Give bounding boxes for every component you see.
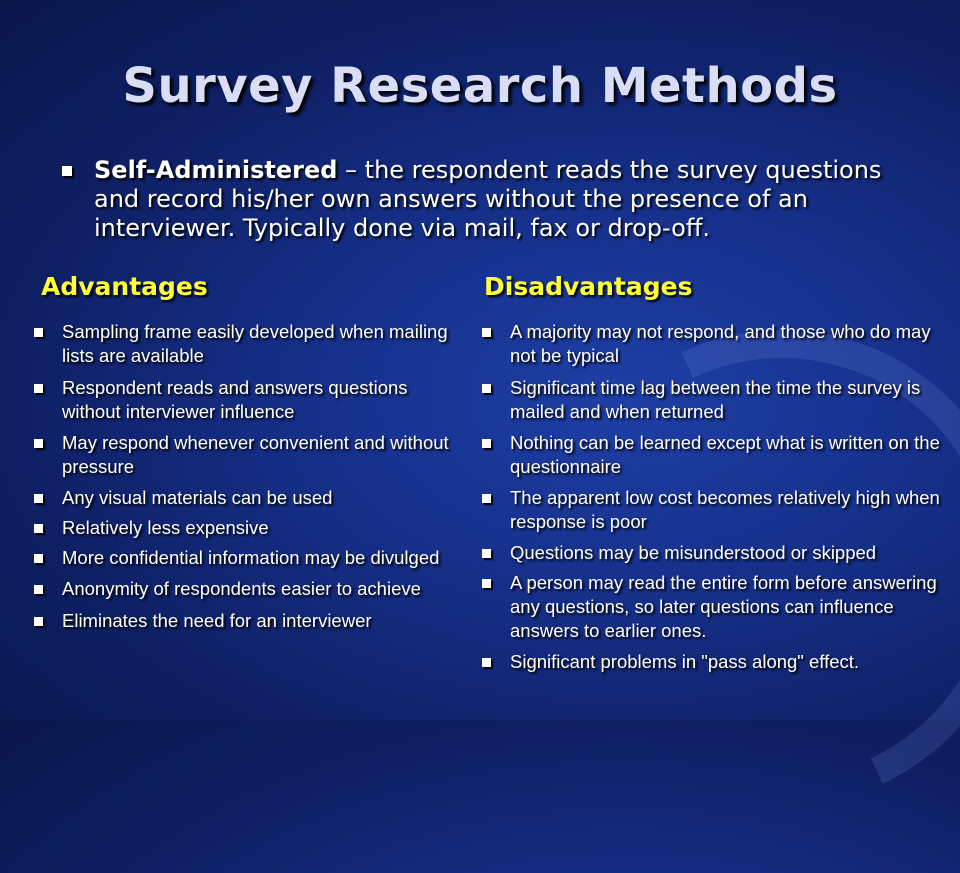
bullet-icon — [34, 617, 43, 626]
bullet-icon — [34, 494, 43, 503]
list-item — [32, 609, 452, 633]
list-item-text: Significant problems in "pass along" effect. — [510, 651, 860, 672]
bullet-icon — [34, 384, 43, 393]
list-item — [32, 486, 452, 510]
intro-description: – the respondent reads the survey questions and record his/her own answers without the presence of an interviewer. Typically done via mail, fax or drop-off. — [94, 156, 882, 242]
disadvantages-list — [480, 320, 950, 674]
list-item — [480, 486, 950, 534]
list-item-text: The apparent low cost becomes relatively high when response is poor — [510, 487, 940, 532]
list-item-text: May respond whenever convenient and without pressure — [62, 432, 449, 477]
list-item-text: A person may read the entire form before answering any questions, so later questions can influence answers to earlier ones. — [510, 572, 937, 641]
bullet-icon — [482, 384, 491, 393]
list-item-text: Sampling frame easily developed when mailing lists are available — [62, 321, 448, 366]
list-item-text: Relatively less expensive — [62, 517, 269, 538]
bullet-icon — [482, 494, 491, 503]
list-item — [32, 577, 452, 601]
list-item-text: More confidential information may be divulged — [62, 547, 440, 568]
list-item — [32, 376, 452, 424]
advantages-heading: Advantages — [41, 272, 208, 301]
bullet-icon — [34, 585, 43, 594]
list-item-text: Questions may be misunderstood or skipped — [510, 542, 877, 563]
list-item-text: A majority may not respond, and those who do may not be typical — [510, 321, 931, 366]
intro-term: Self-Administered — [94, 156, 338, 184]
list-item — [32, 320, 452, 368]
bullet-icon — [482, 439, 491, 448]
bullet-icon — [34, 524, 43, 533]
list-item — [32, 516, 452, 540]
bullet-icon — [482, 658, 491, 667]
list-item-text: Nothing can be learned except what is written on the questionnaire — [510, 432, 940, 477]
list-item — [32, 431, 452, 479]
disadvantages-heading: Disadvantages — [484, 272, 693, 301]
list-item-text: Respondent reads and answers questions without interviewer influence — [62, 377, 408, 422]
bullet-icon — [34, 554, 43, 563]
list-item — [480, 320, 950, 368]
list-item — [480, 571, 950, 643]
bullet-icon — [482, 328, 491, 337]
bullet-icon — [62, 166, 72, 176]
list-item-text: Anonymity of respondents easier to achieve — [62, 578, 421, 599]
list-item-text: Significant time lag between the time the survey is mailed and when returned — [510, 377, 921, 422]
bullet-icon — [34, 439, 43, 448]
list-item-text: Any visual materials can be used — [62, 487, 333, 508]
list-item — [32, 546, 452, 570]
advantages-list — [32, 320, 452, 633]
intro-text — [94, 156, 890, 243]
slide-title: Survey Research Methods — [122, 58, 838, 114]
list-item — [480, 541, 950, 565]
bullet-icon — [482, 549, 491, 558]
intro-bullet — [60, 156, 890, 243]
list-item — [480, 376, 950, 424]
bullet-icon — [482, 579, 491, 588]
list-item — [480, 431, 950, 479]
bullet-icon — [34, 328, 43, 337]
list-item — [480, 650, 950, 674]
list-item-text: Eliminates the need for an interviewer — [62, 610, 372, 631]
